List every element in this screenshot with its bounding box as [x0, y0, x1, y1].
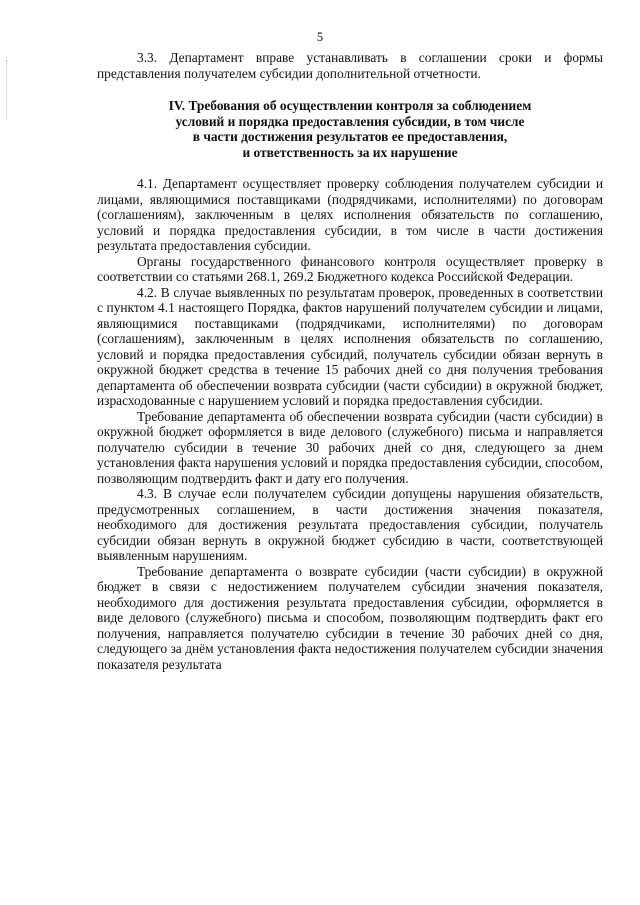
section-heading-line-4: и ответственность за их нарушение: [242, 144, 458, 160]
scan-margin-mark: [6, 60, 9, 120]
page-number: 5: [316, 30, 324, 44]
paragraph-4-1-financial-control: Органы государственного финансового контроля осуществляет проверку в соответствии со статьями 268.1, 269.2 Бюджетного кодекса Российской Федерации.: [97, 253, 603, 284]
paragraph-4-2-requirement: Требование департамента об обеспечении возврата субсидии (части субсидии) в окружной бюджет оформляется в виде делового (служебного) письма и направляется получателю субсидии в течение 30 рабочих дней со дня, следующего за днем установления факта нарушения условий и порядка предоставления субсидии, способом, позволяющим подтвердить факт и дату его получения.: [97, 408, 603, 486]
section-heading-line-2: условий и порядка предоставления субсидии, в том числе: [175, 113, 525, 129]
section-heading-line-1: IV. Требования об осуществлении контроля за соблюдением: [168, 98, 532, 113]
paragraph-4-3-requirement: Требование департамента о возврате субсидии (части субсидии) в окружной бюджет в связи с недостижением получателем субсидии значения показателя, необходимого для достижения результата предоставления субсидии, оформляется в виде делового (служебного) письма и способом, позволяющим подтвердить факт его получения, направляется получателю субсидии в течение 30 рабочих дней со дня, следующего за днём установления факта недостижения получателем субсидии значения показателя результата: [97, 563, 603, 672]
document-body: [97, 50, 603, 672]
paragraph-4-1: 4.1. Департамент осуществляет проверку соблюдения получателем субсидии и лицами, являющимися поставщиками (подрядчиками, исполнителями) по договорам (соглашениям), заключенным в целях исполнения обязательств по соглашению, условий и порядка предоставления субсидии, в том числе в части достижения результата предоставления субсидии.: [97, 176, 603, 253]
paragraph-4-2: 4.2. В случае выявленных по результатам проверок, проведенных в соответствии с пунктом 4.1 настоящего Порядка, фактов нарушений получателем субсидии и лицами, являющимися поставщиками (подрядчиками, исполнителями) по договорам (соглашениям), заключенным в целях исполнения обязательств по соглашению, условий и порядка предоставления субсидий, получатель субсидии обязан вернуть в окружной бюджет средства в течение 15 рабочих дней со дня получения требования департамента об обеспечении возврата субсидии (части субсидии) в окружной бюджет, израсходованные с нарушением условий и порядка предоставления субсидии.: [97, 284, 603, 408]
paragraph-4-3: 4.3. В случае если получателем субсидии допущены нарушения обязательств, предусмотренных соглашением, в части достижения значения показателя, необходимого для достижения результата предоставления субсидии, получатель субсидии обязан вернуть в окружной бюджет субсидию в части, соответствующей выявленным нарушениям.: [97, 486, 603, 563]
paragraph-3-3: 3.3. Департамент вправе устанавливать в соглашении сроки и формы представления получателем субсидии дополнительной отчетности.: [97, 50, 603, 81]
section-heading: [97, 98, 603, 160]
section-heading-line-3: в части достижения результатов ее предоставления,: [192, 129, 508, 144]
